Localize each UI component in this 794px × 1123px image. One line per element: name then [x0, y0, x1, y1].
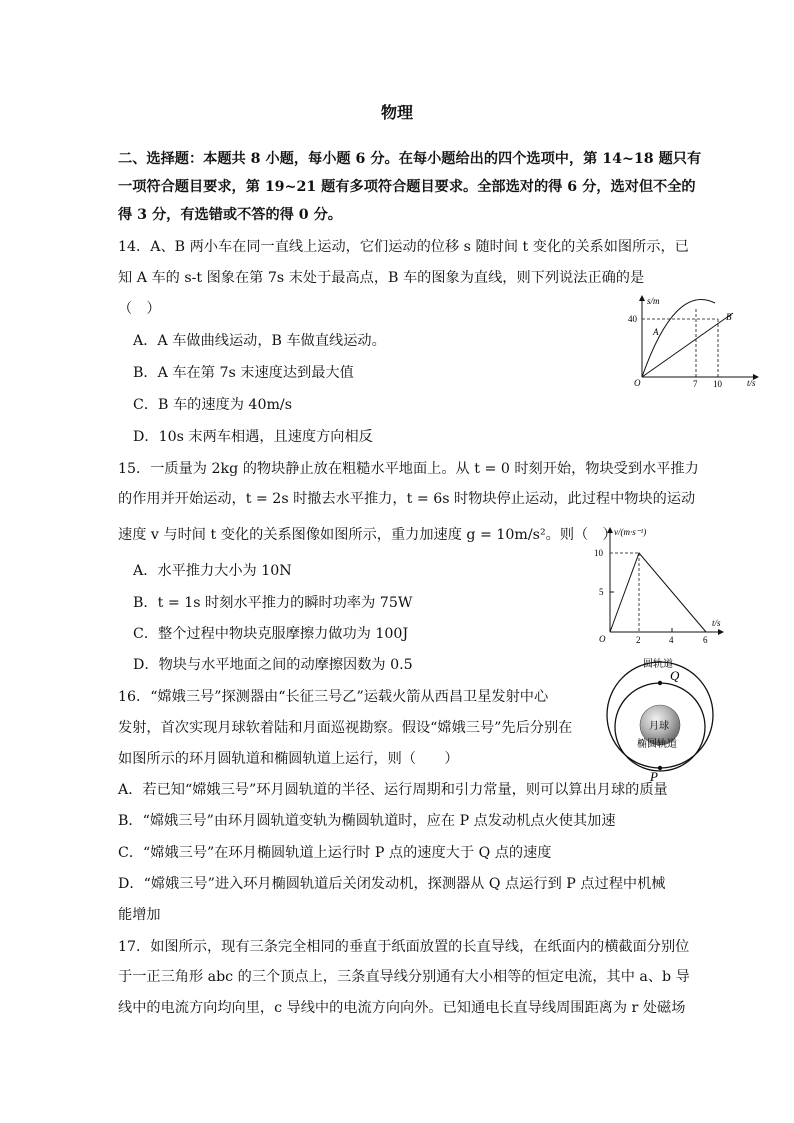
x-tick-7: 7	[693, 379, 698, 389]
circular-orbit-label: 圆轨道	[643, 659, 673, 670]
origin-label: O	[634, 378, 641, 388]
q15-option-c: C．整个过程中物块克服摩擦力做功为 100J	[133, 626, 409, 642]
x-tick-10: 10	[713, 379, 722, 389]
q15-stem-line-2: 的作用并开始运动，t = 2s 时撤去水平推力，t = 6s 时物块停止运动，此过程中物块的运动	[118, 491, 696, 507]
y-tick-40: 40	[628, 314, 637, 324]
q15-option-d: D．物块与水平地面之间的动摩擦因数为 0.5	[133, 657, 413, 673]
line-b	[642, 313, 733, 377]
x-tick-2: 2	[636, 635, 641, 645]
q14-option-c: C．B 车的速度为 40m/s	[133, 397, 292, 413]
point-p-dot	[658, 766, 662, 770]
curve-a	[642, 299, 715, 377]
q15-option-b: B．t = 1s 时刻水平推力的瞬时功率为 75W	[133, 595, 413, 611]
elliptical-orbit-label: 椭圆轨道	[637, 739, 677, 750]
line-b-label: B	[726, 312, 732, 322]
y-axis-label: s/m	[647, 296, 660, 306]
q15-option-a: A．水平推力大小为 10N	[133, 563, 292, 579]
q14-option-d: D．10s 末两车相遇，且速度方向相反	[133, 429, 373, 445]
q15-vt-graph	[588, 522, 738, 650]
y-axis-label: v/(m·s⁻¹)	[614, 527, 647, 537]
x-tick-6: 6	[703, 635, 708, 645]
q14-option-b: B．A 车在第 7s 末速度达到最大值	[133, 365, 354, 381]
q14-st-graph	[620, 290, 770, 400]
q15-stem-line-3: 速度 v 与时间 t 变化的关系图像如图所示，重力加速度 g = 10m/s²。则（ ）	[118, 527, 617, 543]
q17-stem-line-1: 17．如图所示，现有三条完全相同的垂直于纸面放置的长直导线，在纸面内的横截面分别位	[118, 939, 690, 955]
point-q-dot	[658, 681, 662, 685]
point-p-label: P	[650, 769, 658, 784]
point-q-label: Q	[670, 668, 680, 683]
page-title: 物理	[380, 103, 413, 122]
v-t-line	[610, 553, 706, 632]
q14-stem-line-2: 知 A 车的 s-t 图象在第 7s 末处于最高点，B 车的图象为直线，则下列说法正确的是	[118, 270, 645, 286]
q17-stem-line-3: 线中的电流方向均向里，c 导线中的电流方向向外。已知通电长直导线周围距离为 r 处磁场	[118, 1000, 686, 1016]
q17-stem-line-2: 于一正三角形 abc 的三个顶点上，三条直导线分别通有大小相等的恒定电流，其中 a、b 导	[118, 969, 690, 985]
y-tick-10: 10	[594, 548, 603, 558]
q16-stem-line-3: 如图所示的环月圆轨道和椭圆轨道上运行，则（ ）	[118, 751, 459, 767]
q16-option-a: A．若已知“嫦娥三号”环月圆轨道的半径、运行周期和引力常量，则可以算出月球的质量	[118, 782, 668, 798]
q15-stem-line-1: 15．一质量为 2kg 的物块静止放在粗糙水平地面上。从 t = 0 时刻开始，物块受到水平推力	[118, 461, 699, 477]
x-axis-label: t/s	[747, 378, 756, 388]
q16-option-d-line-2: 能增加	[118, 907, 161, 923]
curve-a-label: A	[653, 327, 659, 337]
origin-label: O	[599, 634, 606, 644]
section-instruction-line-2: 一项符合题目要求，第 19~21 题有多项符合题目要求。全部选对的得 6 分，选对但不全的	[118, 179, 696, 195]
q16-option-b: B．“嫦娥三号”由环月圆轨道变轨为椭圆轨道时，应在 P 点发动机点火使其加速	[118, 813, 616, 829]
q16-stem-line-2: 发射，首次实现月球软着陆和月面巡视勘察。假设“嫦娥三号”先后分别在	[118, 720, 573, 736]
y-tick-5: 5	[599, 587, 604, 597]
q14-stem-line-3: （ ）	[118, 301, 161, 317]
q14-option-a: A．A 车做曲线运动，B 车做直线运动。	[133, 333, 386, 349]
q16-option-c: C．“嫦娥三号”在环月椭圆轨道上运行时 P 点的速度大于 Q 点的速度	[118, 845, 552, 861]
q14-stem-line-1: 14．A、B 两小车在同一直线上运动，它们运动的位移 s 随时间 t 变化的关系如图所示，已	[118, 239, 689, 255]
q16-stem-line-1: 16．“嫦娥三号”探测器由“长征三号乙”运载火箭从西昌卫星发射中心	[118, 689, 549, 705]
moon-label: 月球	[649, 721, 669, 732]
x-axis-label: t/s	[712, 618, 721, 628]
q16-option-d-line-1: D．“嫦娥三号”进入环月椭圆轨道后关闭发动机，探测器从 Q 点运行到 P 点过程中机械	[118, 876, 666, 892]
section-instruction-line-1: 二、选择题：本题共 8 小题，每小题 6 分。在每小题给出的四个选项中，第 14~18 题只有	[118, 151, 702, 167]
section-instruction-line-3: 得 3 分，有选错或不答的得 0 分。	[118, 207, 342, 223]
x-tick-4: 4	[669, 635, 674, 645]
q16-orbit-diagram	[600, 655, 720, 783]
